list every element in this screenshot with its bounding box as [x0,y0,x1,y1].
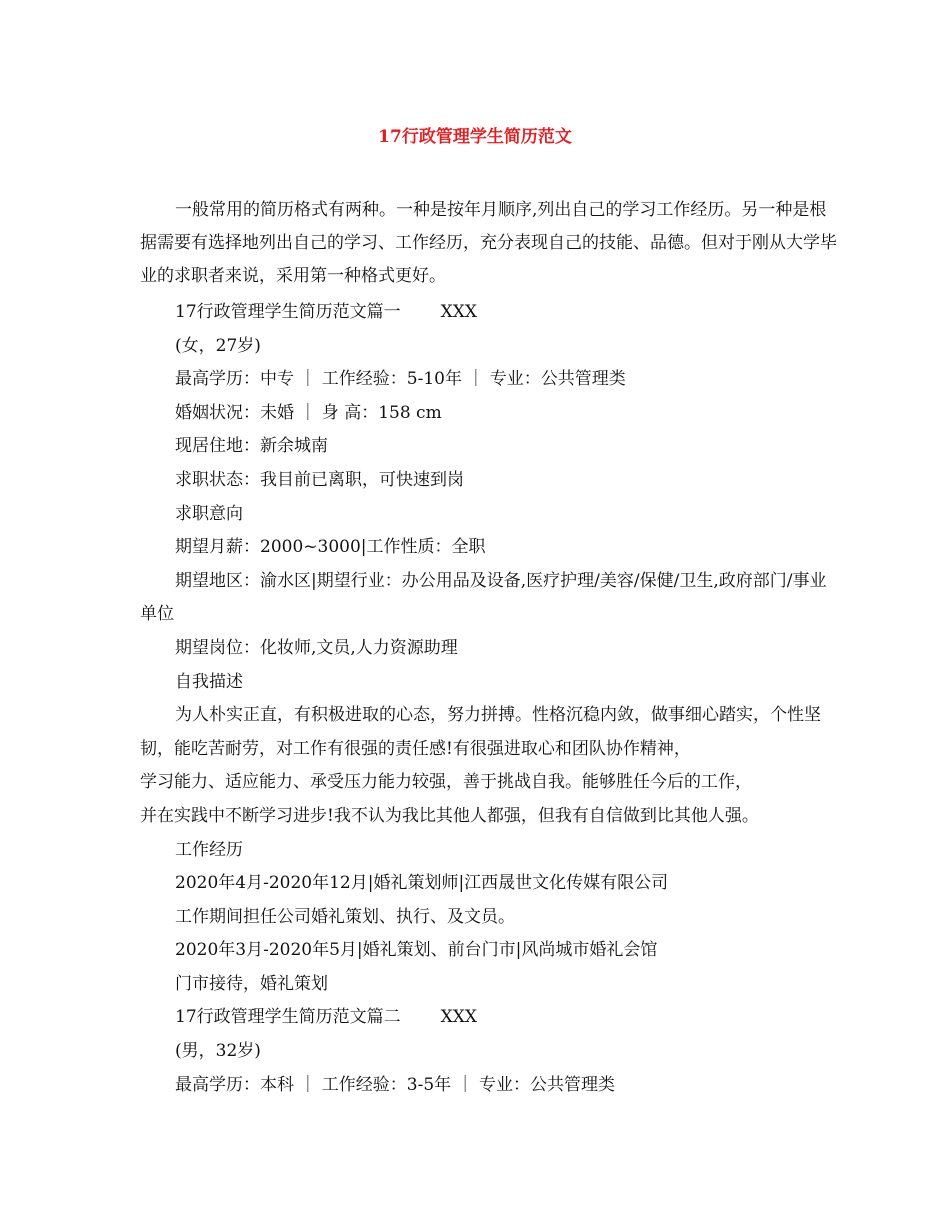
resume1-position-line: 期望岗位：化妆师,文员,人力资源助理 [175,637,458,658]
resume1-job1-desc: 工作期间担任公司婚礼策划、执行、及文员。 [175,906,515,927]
resume1-education-line: 最高学历：中专 ｜ 工作经验：5-10年 ｜ 专业：公共管理类 [175,369,626,390]
resume1-heading: 17行政管理学生简历范文篇一 [175,302,401,322]
intro-paragraph: 一般常用的简历格式有两种。一种是按年月顺序,列出自己的学习工作经历。另一种是根据需要有选择地列出自己的学习、工作经历，充分表现自己的技能、品德。但对于刚从大学毕业的求职者来说，采用第一种格式更好。 [140,200,837,286]
resume1-self-heading: 自我描述 [175,671,243,692]
resume2-name: XXX [440,1007,477,1028]
resume1-marital-line: 婚姻状况：未婚 ｜ 身 高：158 cm [175,402,442,423]
resume1-name: XXX [440,302,477,322]
resume1-area-line: 期望地区：渝水区|期望行业：办公用品及设备,医疗护理/美容/保健/卫生,政府部门/事业单位 [140,570,827,625]
resume1-job-status: 求职状态：我目前已离职，可快速到岗 [175,469,464,490]
resume2-heading-line [140,1001,840,1035]
resume1-job2-desc: 门市接待，婚礼策划 [175,973,328,994]
resume2-gender-age: (男，32岁) [175,1041,261,1062]
resume1-intent-heading: 求职意向 [175,503,243,524]
resume1-work-heading: 工作经历 [175,839,243,860]
resume1-job2-title: 2020年3月-2020年5月|婚礼策划、前台门市|风尚城市婚礼会馆 [175,940,658,961]
resume1-heading-line [140,296,840,330]
resume-body [140,296,840,1102]
resume1-residence: 现居住地：新余城南 [175,436,328,457]
resume1-gender-age: (女，27岁) [175,335,261,356]
resume2-education-line: 最高学历：本科 ｜ 工作经验：3-5年 ｜ 专业：公共管理类 [175,1074,615,1095]
resume1-self-desc-2: 学习能力、适应能力、承受压力能力较强，善于挑战自我。能够胜任今后的工作， [140,772,752,793]
resume1-self-desc-3: 并在实践中不断学习进步!我不认为我比其他人都强，但我有自信做到比其他人强。 [140,805,759,826]
resume2-heading: 17行政管理学生简历范文篇二 [175,1007,401,1028]
resume1-self-desc-1: 为人朴实正直，有积极进取的心态，努力拼搏。性格沉稳内敛，做事细心踏实，个性坚韧，能吃苦耐劳，对工作有很强的责任感!有很强进取心和团队协作精神， [140,705,821,759]
document-title: 17行政管理学生简历范文 [378,127,572,147]
resume1-job1-title: 2020年4月-2020年12月|婚礼策划师|江西晟世文化传媒有限公司 [175,873,669,894]
resume1-salary-line: 期望月薪：2000~3000|工作性质：全职 [175,537,486,558]
